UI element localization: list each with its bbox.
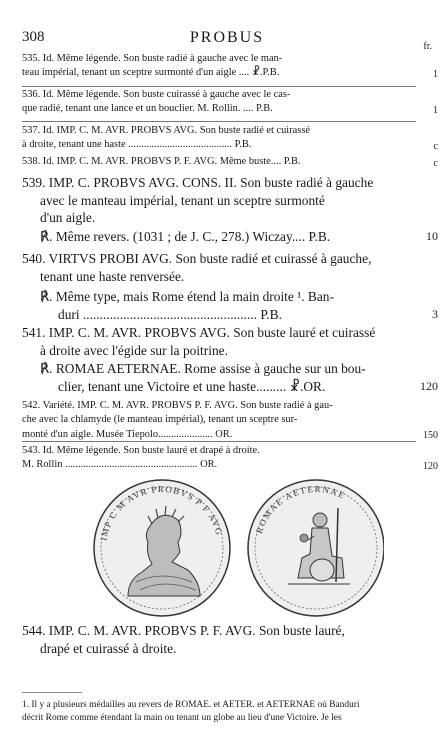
coin-obverse-legend: IMP C M AVR PROBVS P F AVG	[98, 483, 225, 542]
coin-illustration	[92, 478, 384, 618]
footnote-rule	[22, 692, 82, 693]
footnote: 1. Il y a plusieurs médailles au revers de ROMAE. et AETER. et AETERNAE où Banduri décrit Rome comme étendant la main ou tenant un globe au lieu d'une Victoire. Je les	[22, 700, 360, 723]
catalog-entry: 540. VIRTVS PROBI AVG. Son buste radié et cuirassé à gauche, tenant une haste renversée.	[22, 251, 372, 284]
value: 120	[423, 461, 438, 472]
catalog-entry-reverse: ℟. ROMAE AETERNAE. Rome assise à gauche sur un bou- clier, tenant une Victoire et une haste......... ☧.OR. 120	[40, 361, 438, 394]
value: c	[433, 141, 438, 152]
page-title: PROBUS	[189, 29, 265, 46]
catalog-entry-reverse: ℟. Même revers. (1031 ; de J. C., 278.) Wiczay.... P.B. 10	[40, 229, 438, 244]
catalog-entry: 537. Id. IMP. C. M. AVR. PROBVS AVG. Son buste radié et cuirassé à droite, tenant une haste ........................................ P.B. c	[22, 124, 416, 153]
catalog-entry: 541. IMP. C. M. AVR. PROBVS AVG. Son buste lauré et cuirassé à droite avec l'égide sur la poitrine.	[22, 325, 376, 358]
value: 150	[423, 430, 438, 441]
value: 1	[433, 69, 438, 80]
catalog-entry: 542. Variété. IMP. C. M. AVR. PROBVS P. F. AVG. Son buste radié à gau- che avec la chlamyde (le manteau impérial), tenant un sceptre sur- monté d'un aigle. Musée Tiepolo..................... OR. 150	[22, 399, 416, 442]
catalog-entry: 535. Id. Même légende. Son buste radié à gauche avec le man- teau impérial, tenant un sceptre surmonté d'un aigle .... ☧.P.B. 1	[22, 52, 416, 81]
catalog-entry-reverse: ℟. Même type, mais Rome étend la main droite ¹. Ban- duri .................................................... P.B. 3	[40, 289, 438, 322]
value: 3	[432, 307, 438, 321]
page-header	[22, 29, 432, 52]
value: 120	[420, 379, 438, 393]
catalog-entry: 539. IMP. C. PROBVS AVG. CONS. II. Son buste radié à gauche avec le manteau impérial, tenant un sceptre surmonté d'un aigle.	[22, 175, 374, 226]
entry-divider	[22, 441, 416, 442]
value: c	[433, 158, 438, 169]
catalog-entry: 544. IMP. C. M. AVR. PROBVS P. F. AVG. Son buste lauré, drapé et cuirassé à droite.	[22, 623, 345, 656]
catalog-entry: 538. Id. IMP. C. M. AVR. PROBVS P. F. AVG. Même buste.... P.B. c	[22, 155, 416, 169]
entry-divider	[22, 86, 416, 87]
entry-divider	[22, 121, 416, 122]
catalog-entry: 536. Id. Même légende. Son buste cuirassé à gauche avec le cas- que radié, tenant une lance et un bouclier. M. Rollin. .... P.B. 1	[22, 88, 416, 117]
value: 10	[426, 229, 438, 243]
coin-obverse	[94, 480, 230, 616]
value-column-head: fr.	[423, 41, 432, 52]
page-number: 308	[22, 29, 45, 45]
catalog-entry: 543. Id. Même légende. Son buste lauré et drapé à droite. M. Rollin ................................................... OR. 120	[22, 444, 416, 473]
coin-reverse	[248, 480, 384, 616]
value: 1	[433, 105, 438, 116]
coin-reverse-legend: ROMAE AETERNAE	[254, 483, 348, 535]
